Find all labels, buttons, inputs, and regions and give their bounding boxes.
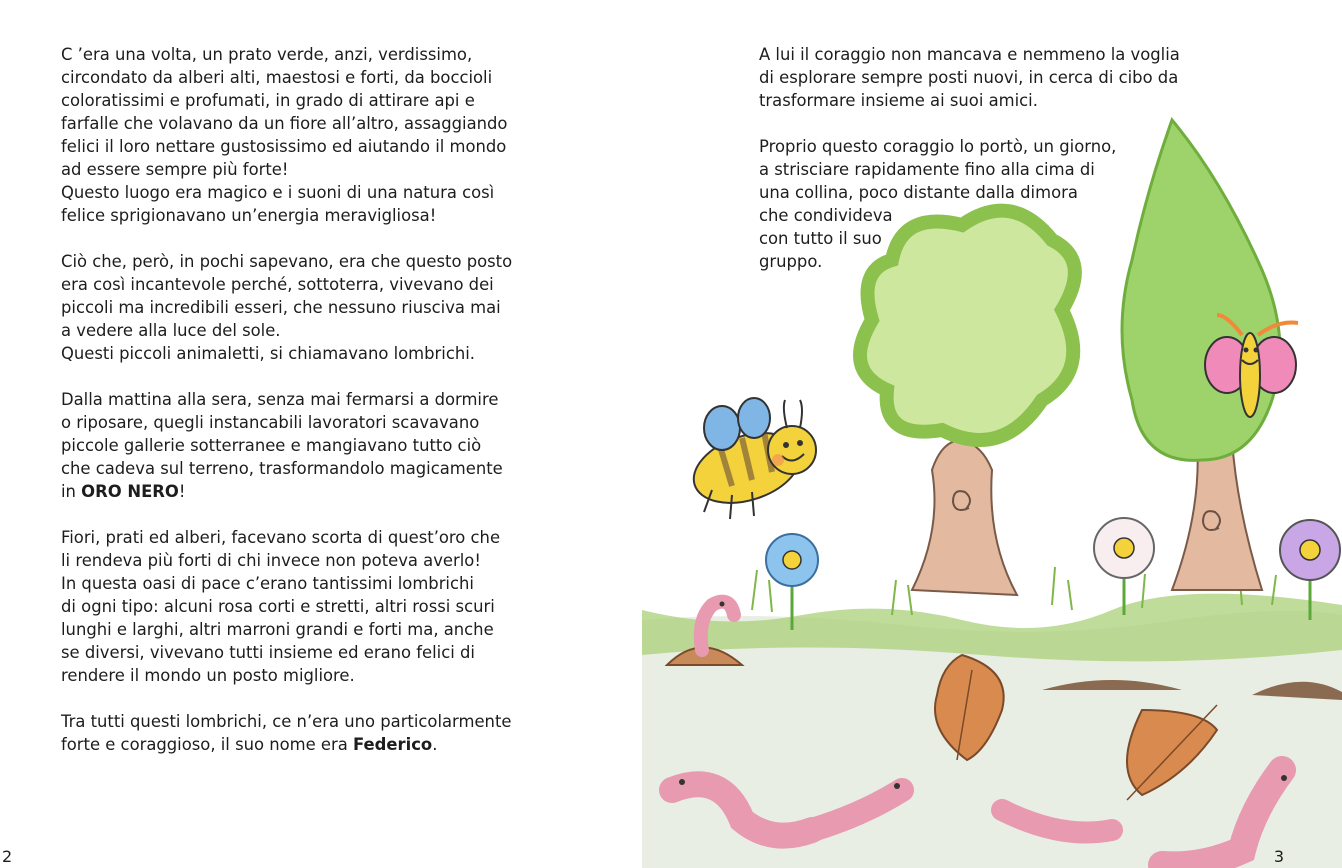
paragraph-r1 xyxy=(759,43,1222,112)
text-line: Questi piccoli animaletti, si chiamavano lombrichi. xyxy=(61,344,475,363)
text-line: farfalle che volavano da un fiore all’altro, assaggiando xyxy=(61,114,508,133)
text-suffix: ! xyxy=(178,482,186,501)
text-line: circondato da alberi alti, maestosi e forti, da boccioli xyxy=(61,68,493,87)
bold-federico: Federico xyxy=(353,735,433,754)
paragraph-5 xyxy=(61,710,524,756)
text-line: Ciò che, però, in pochi sapevano, era che questo posto xyxy=(61,252,513,271)
text-line: a vedere alla luce del sole. xyxy=(61,321,281,340)
text-line: A lui il coraggio non mancava e nemmeno la voglia xyxy=(759,45,1180,64)
paragraph-r2 xyxy=(759,135,1222,273)
left-page xyxy=(0,0,642,868)
text-prefix: forte e coraggioso, il suo nome era xyxy=(61,735,353,754)
text-line: lunghi e larghi, altri marroni grandi e forti ma, anche xyxy=(61,620,494,639)
text-line: felice sprigionavano un’energia meravigliosa! xyxy=(61,206,437,225)
text-line: che cadeva sul terreno, trasformandolo magicamente xyxy=(61,459,503,478)
text-line: che condivideva xyxy=(759,206,893,225)
story-text-left xyxy=(61,43,524,756)
text-line: C ’era una volta, un prato verde, anzi, verdissimo, xyxy=(61,45,473,64)
paragraph-4 xyxy=(61,526,524,687)
text-line: o riposare, quegli instancabili lavoratori scavavano xyxy=(61,413,480,432)
text-line: Tra tutti questi lombrichi, ce n’era uno particolarmente xyxy=(61,712,512,731)
text-line: a strisciare rapidamente fino alla cima di xyxy=(759,160,1095,179)
text-line: una collina, poco distante dalla dimora xyxy=(759,183,1078,202)
text-line: felici il loro nettare gustosissimo ed aiutando il mondo xyxy=(61,137,507,156)
text-line: era così incantevole perché, sottoterra, vivevano dei xyxy=(61,275,494,294)
text-line: coloratissimi e profumati, in grado di attirare api e xyxy=(61,91,475,110)
paragraph-3 xyxy=(61,388,524,503)
text-line: di ogni tipo: alcuni rosa corti e stretti, altri rossi scuri xyxy=(61,597,495,616)
text-line: con tutto il suo xyxy=(759,229,882,248)
text-line: Dalla mattina alla sera, senza mai fermarsi a dormire xyxy=(61,390,499,409)
text-line: In questa oasi di pace c’erano tantissimi lombrichi xyxy=(61,574,474,593)
text-line: trasformare insieme ai suoi amici. xyxy=(759,91,1038,110)
paragraph-2 xyxy=(61,250,524,365)
text-line: rendere il mondo un posto migliore. xyxy=(61,666,355,685)
text-line: piccole gallerie sotterranee e mangiavano tutto ciò xyxy=(61,436,482,455)
paragraph-1 xyxy=(61,43,524,227)
bee-character xyxy=(685,398,816,519)
text-prefix: in xyxy=(61,482,82,501)
text-line: li rendeva più forti di chi invece non poteva averlo! xyxy=(61,551,481,570)
text-line: piccoli ma incredibili esseri, che nessuno riusciva mai xyxy=(61,298,501,317)
text-line-last xyxy=(61,480,524,503)
text-line: Fiori, prati ed alberi, facevano scorta di quest’oro che xyxy=(61,528,501,547)
text-line-last xyxy=(61,733,524,756)
right-page xyxy=(642,0,1342,868)
text-suffix: . xyxy=(432,735,438,754)
page-number-right: 3 xyxy=(1273,847,1284,866)
text-line: ad essere sempre più forte! xyxy=(61,160,289,179)
text-line: gruppo. xyxy=(759,252,823,271)
bold-oro-nero: ORO NERO xyxy=(81,482,179,501)
text-line: di esplorare sempre posti nuovi, in cerca di cibo da xyxy=(759,68,1179,87)
tree-trunk-left xyxy=(912,440,1017,595)
page-number-left: 2 xyxy=(2,847,13,866)
text-line: se diversi, vivevano tutti insieme ed erano felici di xyxy=(61,643,475,662)
story-text-right xyxy=(759,43,1222,296)
text-line: Proprio questo coraggio lo portò, un giorno, xyxy=(759,137,1117,156)
text-line: Questo luogo era magico e i suoni di una natura così xyxy=(61,183,495,202)
